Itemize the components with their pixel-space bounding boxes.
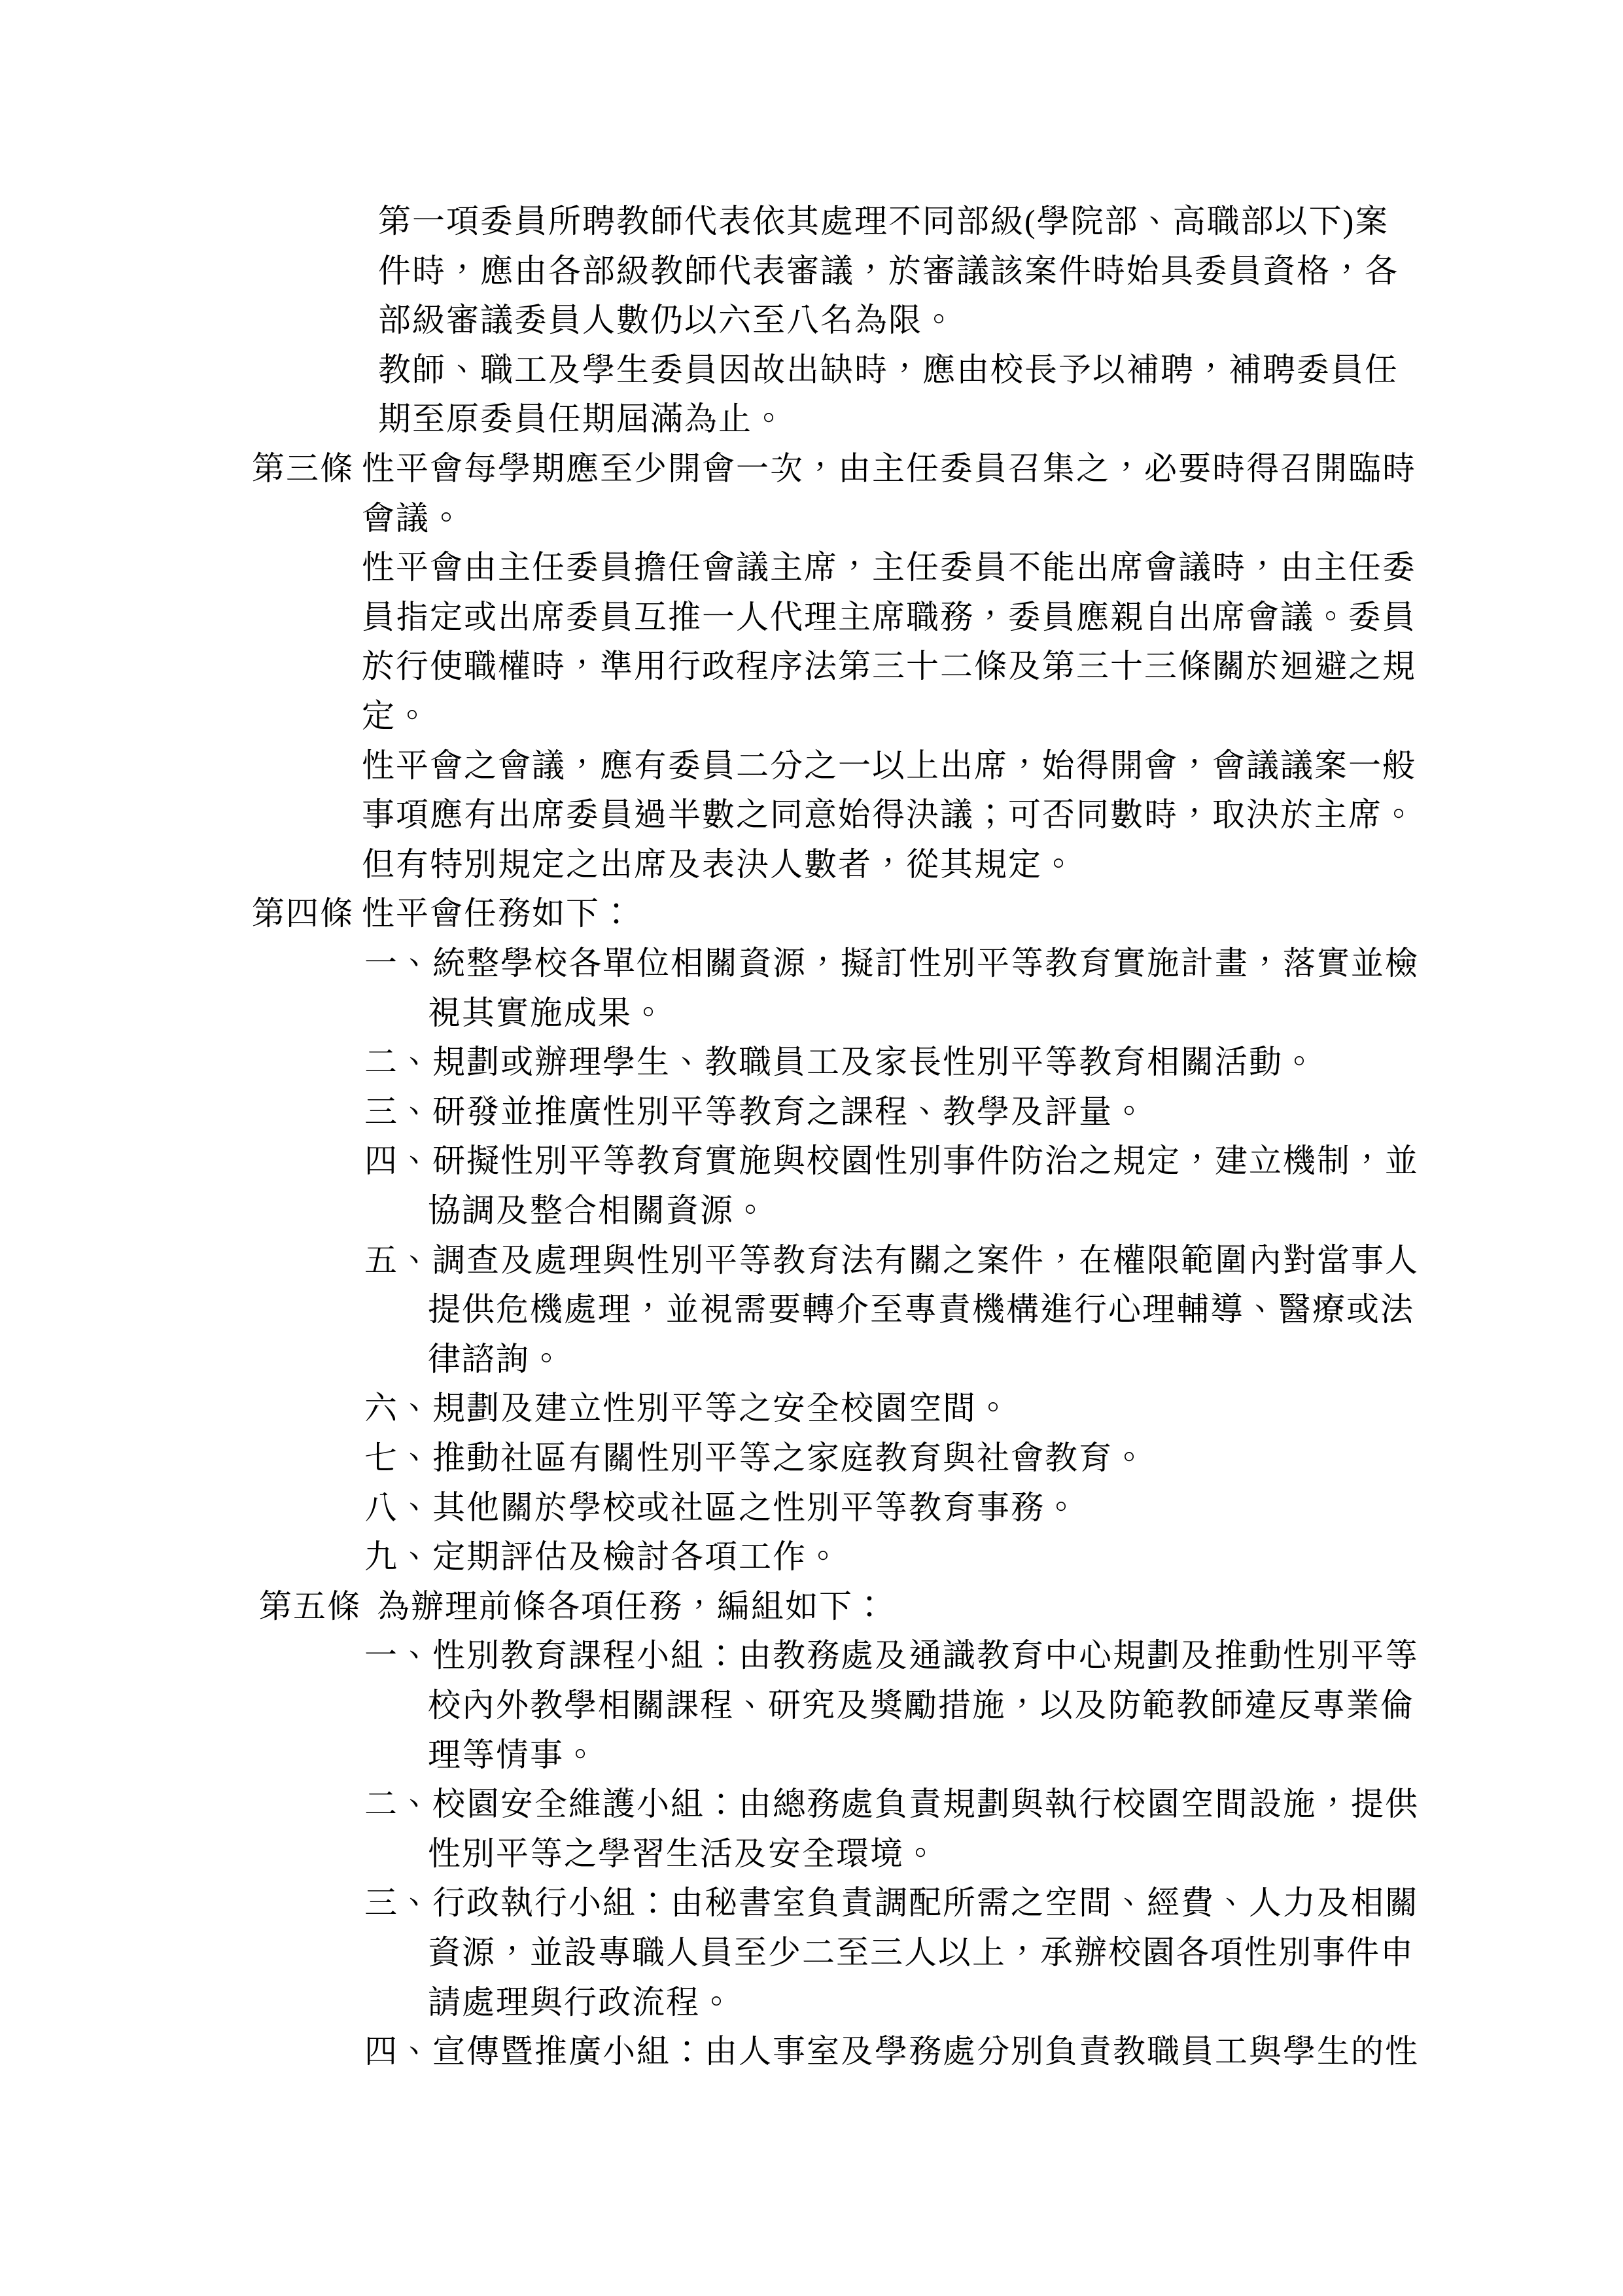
line-text: 校內外教學相關課程、研究及獎勵措施，以及防範教師違反專業倫 (428, 1687, 1414, 1723)
text-line (364, 1631, 1419, 1680)
text-line (364, 1483, 1079, 1532)
text-line (362, 691, 430, 741)
text-line (428, 988, 666, 1038)
text-line (428, 1977, 734, 2027)
line-text: 教師、職工及學生委員因故出缺時，應由校長予以補聘，補聘委員任 (378, 351, 1399, 388)
line-text: 三、行政執行小組：由秘書室負責調配所需之空間、經費、人力及相關 (364, 1884, 1419, 1922)
line-text: 二、校園安全維護小組：由總務處負責規劃與執行校園空間設施，提供 (364, 1786, 1419, 1823)
text-line (362, 839, 1076, 889)
line-text: 協調及整合相關資源。 (428, 1192, 768, 1229)
line-text: 三、研發並推廣性別平等教育之課程、教學及評量。 (364, 1093, 1147, 1130)
line-text: 定。 (362, 698, 430, 734)
text-line (428, 1334, 564, 1384)
line-text: 視其實施成果。 (428, 994, 666, 1031)
text-line (259, 1581, 887, 1631)
line-text: 性平會由主任委員擔任會議主席，主任委員不能出席會議時，由主任委 (362, 549, 1416, 586)
line-text: 四、宣傳暨推廣小組：由人事室及學務處分別負責教職員工與學生的性 (364, 2033, 1419, 2070)
text-line (364, 1235, 1419, 1285)
text-line (364, 938, 1419, 988)
line-text: 事項應有出席委員過半數之同意始得決議；可否同數時，取決於主席。 (362, 796, 1416, 834)
text-line (364, 2026, 1419, 2076)
line-text: 一、統整學校各單位相關資源，擬訂性別平等教育實施計畫，落實並檢 (364, 945, 1419, 981)
text-line (364, 1136, 1419, 1186)
line-text: 第一項委員所聘教師代表依其處理不同部級(學院部、高職部以下)案 (378, 203, 1389, 239)
line-text: 提供危機處理，並視需要轉介至專責機構進行心理輔導、醫療或法 (428, 1291, 1414, 1328)
text-line (364, 1037, 1317, 1087)
line-text: 請處理與行政流程。 (428, 1983, 734, 2021)
line-text: 為辦理前條各項任務，編組如下： (377, 1587, 887, 1625)
line-text: 八、其他關於學校或社區之性別平等教育事務。 (364, 1489, 1079, 1526)
text-line (362, 542, 1416, 592)
line-text: 性平會任務如下： (362, 895, 634, 932)
text-line (378, 295, 956, 345)
line-text: 五、調查及處理與性別平等教育法有關之案件，在權限範圍內對當事人 (364, 1241, 1419, 1279)
article-number-label: 第五條 (259, 1587, 361, 1625)
text-line (362, 493, 464, 543)
text-line (428, 1928, 1414, 1977)
text-line (428, 1730, 598, 1780)
text-line (428, 1186, 768, 1235)
line-text: 期至原委員任期屆滿為止。 (378, 400, 786, 438)
line-text: 於行使職權時，準用行政程序法第三十二條及第三十三條關於迴避之規 (362, 648, 1416, 685)
text-line (362, 741, 1416, 790)
line-text: 性別平等之學習生活及安全環境。 (428, 1835, 938, 1872)
line-text: 理等情事。 (428, 1736, 598, 1773)
text-line (428, 1284, 1414, 1334)
line-text: 部級審議委員人數仍以六至八名為限。 (378, 302, 956, 339)
line-text: 性平會之會議，應有委員二分之一以上出席，始得開會，會議議案一般 (362, 747, 1416, 784)
text-line (364, 1383, 1011, 1433)
text-line (362, 641, 1416, 691)
text-line (362, 592, 1416, 642)
text-line (364, 1878, 1419, 1928)
text-line (364, 1433, 1147, 1483)
line-text: 九、定期評估及檢討各項工作。 (364, 1538, 841, 1576)
text-line (252, 444, 1416, 493)
line-text: 律諮詢。 (428, 1340, 564, 1377)
text-line (378, 196, 1389, 246)
line-text: 性平會每學期應至少開會一次，由主任委員召集之，必要時得召開臨時 (362, 450, 1416, 487)
line-text: 七、推動社區有關性別平等之家庭教育與社會教育。 (364, 1439, 1147, 1476)
article-number-label: 第三條 (252, 450, 354, 487)
line-text: 員指定或出席委員互推一人代理主席職務，委員應親自出席會議。委員 (362, 598, 1416, 635)
line-text: 但有特別規定之出席及表決人數者，從其規定。 (362, 845, 1076, 883)
line-text: 會議。 (362, 499, 464, 537)
text-line (378, 345, 1399, 395)
line-text: 四、研擬性別平等教育實施與校園性別事件防治之規定，建立機制，並 (364, 1142, 1419, 1180)
text-line (428, 1829, 938, 1879)
text-line (252, 889, 634, 938)
article-number-label: 第四條 (252, 895, 354, 932)
line-text: 二、規劃或辦理學生、教職員工及家長性別平等教育相關活動。 (364, 1044, 1317, 1081)
line-text: 資源，並設專職人員至少二至三人以上，承辦校園各項性別事件申 (428, 1934, 1414, 1971)
line-text: 六、規劃及建立性別平等之安全校園空間。 (364, 1390, 1011, 1427)
text-line (362, 790, 1416, 839)
text-line (378, 246, 1399, 296)
text-line (428, 1680, 1414, 1730)
text-line (364, 1779, 1419, 1829)
text-line (364, 1087, 1147, 1137)
line-text: 件時，應由各部級教師代表審議，於審議該案件時始具委員資格，各 (378, 252, 1399, 289)
line-text: 一、性別教育課程小組：由教務處及通識教育中心規劃及推動性別平等 (364, 1637, 1419, 1674)
text-line (378, 394, 786, 444)
text-line (364, 1532, 841, 1581)
